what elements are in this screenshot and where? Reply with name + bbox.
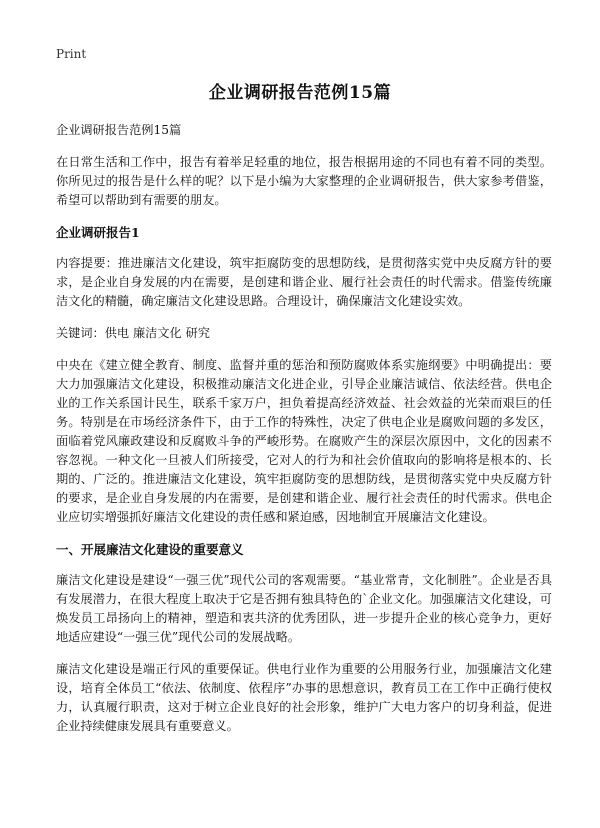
section-paragraph: 廉洁文化建设是端正行风的重要保证。供电行业作为重要的公用服务行业，加强廉洁文化建设，培育全体员工“依法、依制度、依程序”办事的思想意识，教育员工在工作中正确行使权力，认真履行职责，这对于树立企业良好的社会形象，维护广大电力客户的切身利益，促进企业持续健康发展具有重要意义。 — [56, 662, 552, 733]
section-heading: 一、开展廉洁文化建设的重要意义 — [56, 542, 244, 557]
body-paragraph: 中央在《建立健全教育、制度、监督并重的惩治和预防腐败体系实施纲要》中明确提出：要大力加强廉洁文化建设，积极推动廉洁文化进企业，引导企业廉洁诚信、依法经营。供电企业的工作关系国计民生，联系千家万户，担负着提高经济效益、社会效益的光荣而艰巨的任务。特别是在市场经济条件下，由于工作的特殊性，决定了供电企业是腐败问题的多发区，面临着党风廉政建设和反腐败斗争的严峻形势。在腐败产生的深层次原因中，文化的因素不容忽视。一种文化一旦被人们所接受，它对人的行为和社会价值取向的影响将是根本的、长期的、广泛的。推进廉洁文化建设，筑牢拒腐防变的思想防线，是贯彻落实党中央反腐方针的要求，是企业自身发展的内在需要，是创建和谐企业、履行社会责任的时代需求。供电企业应切实增强抓好廉洁文化建设的责任感和紧迫感，因地制宜开展廉洁文化建设。 — [56, 358, 552, 524]
section-paragraph: 廉洁文化建设是建设“一强三优”现代公司的客观需要。“基业常青，文化制胜”。企业是否具有发展潜力，在很大程度上取决于它是否拥有独具特色的`企业文化。加强廉洁文化建设，可焕发员工昂扬向上的精神，塑造和衷共济的优秀团队，进一步提升企业的核心竞争力，更好地适应建设“一强三优”现代公司的发展战略。 — [56, 573, 552, 644]
page-title: 企业调研报告范例15篇 — [208, 83, 392, 103]
document-subtitle: 企业调研报告范例15篇 — [56, 123, 182, 137]
report-heading: 企业调研报告1 — [56, 225, 140, 240]
keywords-line: 关键词：供电 廉洁文化 研究 — [56, 326, 210, 340]
document-body — [56, 121, 552, 749]
print-label: Print — [56, 47, 87, 61]
summary-paragraph: 内容提要：推进廉洁文化建设，筑牢拒腐防变的思想防线，是贯彻落实党中央反腐方针的要求，是企业自身发展的内在需要，是创建和谐企业、履行社会责任的时代需求。借鉴传统廉洁文化的精髓，确定廉洁文化建设思路。合理设计，确保廉洁文化建设实效。 — [56, 256, 552, 308]
intro-paragraph: 在日常生活和工作中，报告有着举足轻重的地位，报告根据用途的不同也有着不同的类型。你所见过的报告是什么样的呢？以下是小编为大家整理的企业调研报告，供大家参考借鉴，希望可以帮助到有需要的朋友。 — [56, 155, 552, 207]
